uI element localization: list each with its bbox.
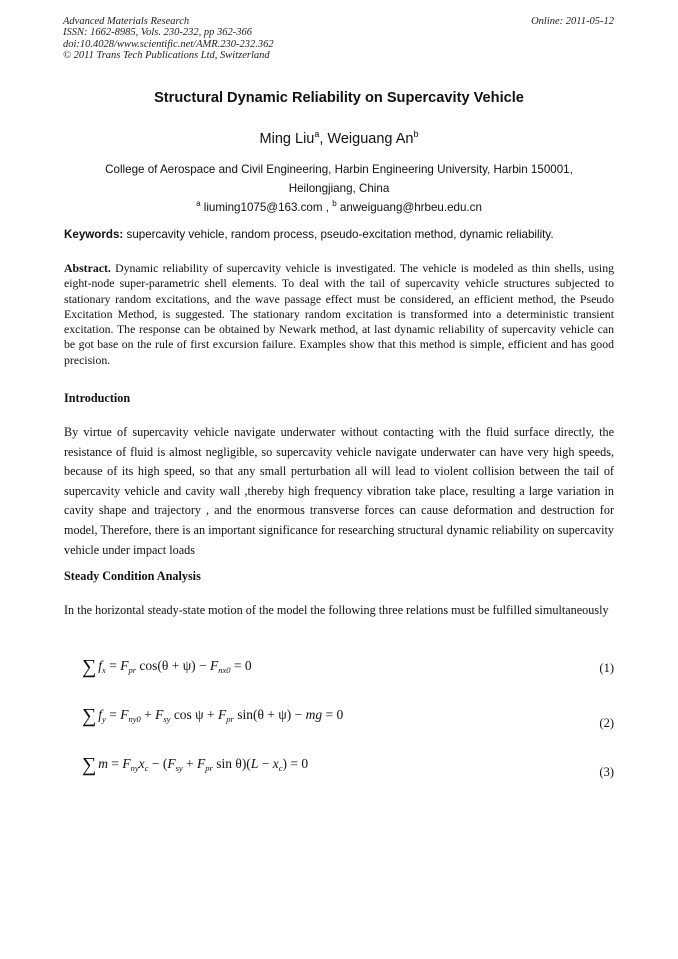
equation-2: ∑ $f_y = F_{ny0} + F_{sy}$ $\cos \psi + F_{pr}$ sin(θ + ψ) − mg = 0 xyxy=(82,705,344,727)
keywords-label: Keywords: xyxy=(64,228,124,241)
equation-1-number: (1) xyxy=(599,661,614,675)
email-separator: , xyxy=(322,201,333,214)
equation-3: ∑ $m = F_{ny}x_c - (F_{sy} + F_{pr}$ $\sin \theta)(L - x_c) = 0$ xyxy=(82,754,309,776)
email-b: anweiguang@hrbeu.edu.cn xyxy=(339,201,482,214)
equation-3-number: (3) xyxy=(599,765,614,779)
journal-header xyxy=(63,16,423,61)
author-1: Ming Liu xyxy=(259,131,315,147)
journal-name: Advanced Materials Research xyxy=(63,16,190,27)
equation-1: ∑ $f_x = F_{pr}$ $\cos(\theta + \psi) - F_{nx0} = 0$ xyxy=(82,656,252,678)
author-2: Weiguang An xyxy=(327,131,414,147)
author-separator: , xyxy=(319,131,328,147)
author-1-mark: a xyxy=(314,129,320,139)
online-date: Online: 2011-05-12 xyxy=(531,16,614,27)
journal-doi: doi:10.4028/www.scientific.net/AMR.230-232.362 xyxy=(63,38,274,50)
keywords-text: supercavity vehicle, random process, pseudo-excitation method, dynamic reliability. xyxy=(126,228,554,241)
affiliation xyxy=(70,160,608,217)
abstract-label: Abstract. xyxy=(64,261,111,275)
abstract xyxy=(64,261,614,368)
email-a: liuming1075@163.com xyxy=(203,201,323,214)
steady-text: In the horizontal steady-state motion of the model the following three relations must be fulfilled simultaneously xyxy=(64,603,609,617)
email-b-mark: b xyxy=(332,199,337,208)
abstract-text: Dynamic reliability of supercavity vehicle is investigated. The vehicle is modeled as thin shells, using eight-node super-parametric shell elements. To deal with the tail of supercavity vehicle structures subjected to stationary random excitations, and the wave passage effect must be considered, an efficient method, the Pseudo Excitation Method, is suggested. The stationary random excitation is transformed into a deterministic transient excitation. The response can be obtained by Newark method, at last dynamic reliability of supercavity vehicle can be got base on the rule of first excursion failure. Examples show that this method is simple, efficient and has good precision. xyxy=(64,261,614,367)
equation-2-number: (2) xyxy=(599,716,614,730)
journal-issn: ISSN: 1662-8985, Vols. 230-232, pp 362-366 xyxy=(63,27,252,39)
introduction-heading: Introduction xyxy=(64,391,131,405)
author-line xyxy=(0,131,678,147)
email-line xyxy=(70,198,608,217)
introduction-text: By virtue of supercavity vehicle navigate underwater without contacting with the fluid surface directly, the resistance of fluid is almost negligible, so supercavity vehicle navigate underwater can have very high speeds, because of its high speed, so that any small perturbation all will lead to violent collision between the tail of supercavity vehicle and cavity wall ,thereby high frequency vibration take place, resulting a large variation in cavity shape and trajectory , and the enormous transverse forces can cause deformation and destruction for model, Therefore, there is an important significance for researching structural dynamic reliability on supercavity vehicle under impact loads xyxy=(64,425,614,557)
affiliation-line-2: Heilongjiang, China xyxy=(288,182,390,195)
affiliation-line-1: College of Aerospace and Civil Engineering, Harbin Engineering University, Harbin 150001, xyxy=(105,163,573,176)
email-a-mark: a xyxy=(196,199,201,208)
journal-copyright: © 2011 Trans Tech Publications Ltd, Switzerland xyxy=(63,49,270,61)
steady-heading: Steady Condition Analysis xyxy=(64,569,201,583)
keywords xyxy=(64,228,614,241)
paper-title: Structural Dynamic Reliability on Supercavity Vehicle xyxy=(154,90,524,106)
author-2-mark: b xyxy=(413,129,419,139)
